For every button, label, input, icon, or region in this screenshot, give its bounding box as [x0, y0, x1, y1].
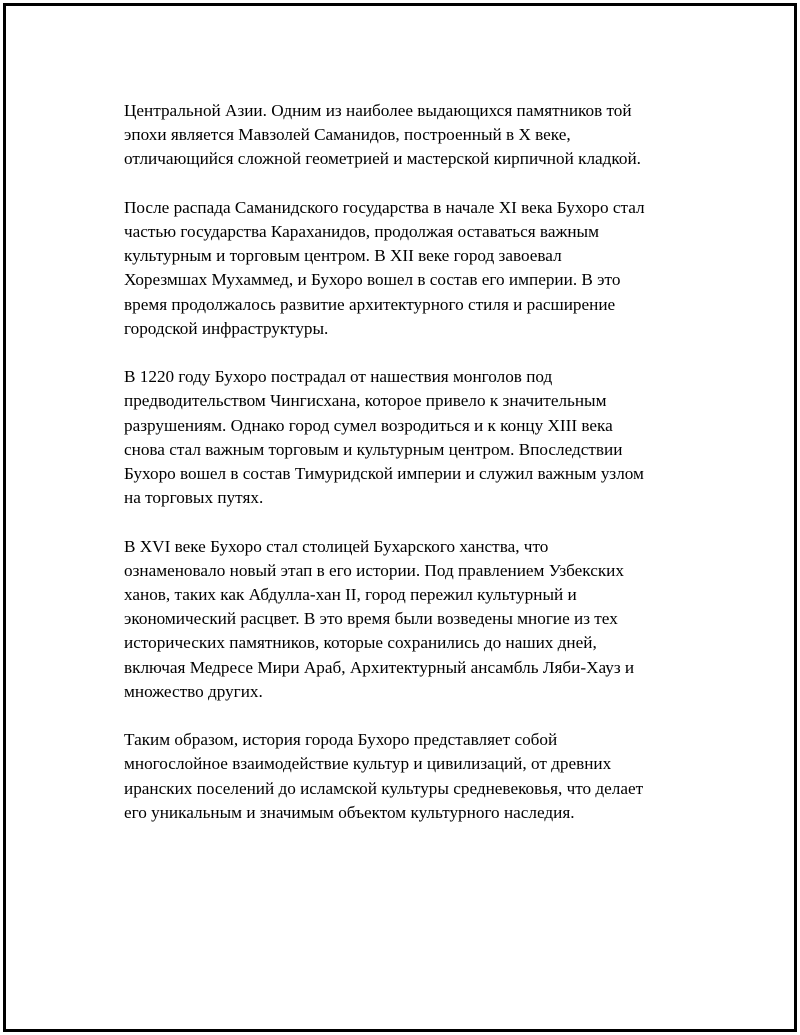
page-frame [4, 4, 796, 1031]
paragraph-mongol-invasion: В 1220 году Бухоро пострадал от нашествия монголов под предводительством Чингисхана, которое привело к значительным разрушениям. Однако город сумел возродиться и к концу XIII века снова стал важным торговым и культурным центром. Впоследствии Бухоро вошел в состав Тимуридской империи и служил важным узлом на торговых путях. [124, 367, 644, 508]
document-body [124, 99, 704, 825]
paragraph-conclusion: Таким образом, история города Бухоро представляет собой многослойное взаимодействие культур и цивилизаций, от древних иранских поселений до исламской культуры средневековья, что делает его уникальным и значимым объектом культурного наследия. [124, 730, 644, 822]
paragraph-bukhara-khanate: В XVI веке Бухоро стал столицей Бухарского ханства, что ознаменовало новый этап в его истории. Под правлением Узбекских ханов, таких как Абдулла-хан II, город пережил культурный и экономический расцвет. В это время были возведены многие из тех исторических памятников, которые сохранились до наших дней, включая Медресе Мири Араб, Архитектурный ансамбль Ляби-Хауз и множество других. [124, 536, 635, 701]
paragraph-karakhanid-period: После распада Саманидского государства в начале XI века Бухоро стал частью государства Караханидов, продолжая оставаться важным культурным и торговым центром. В XII веке город завоевал Хорезмшах Мухаммед, и Бухоро вошел в состав его империи. В это время продолжалось развитие архитектурного стиля и расширение городской инфраструктуры. [124, 197, 645, 338]
paragraph-samanid-mausoleum: Центральной Азии. Одним из наиболее выдающихся памятников той эпохи является Мавзолей Саманидов, построенный в X веке, отличающийся сложной геометрией и мастерской кирпичной кладкой. [124, 101, 641, 169]
